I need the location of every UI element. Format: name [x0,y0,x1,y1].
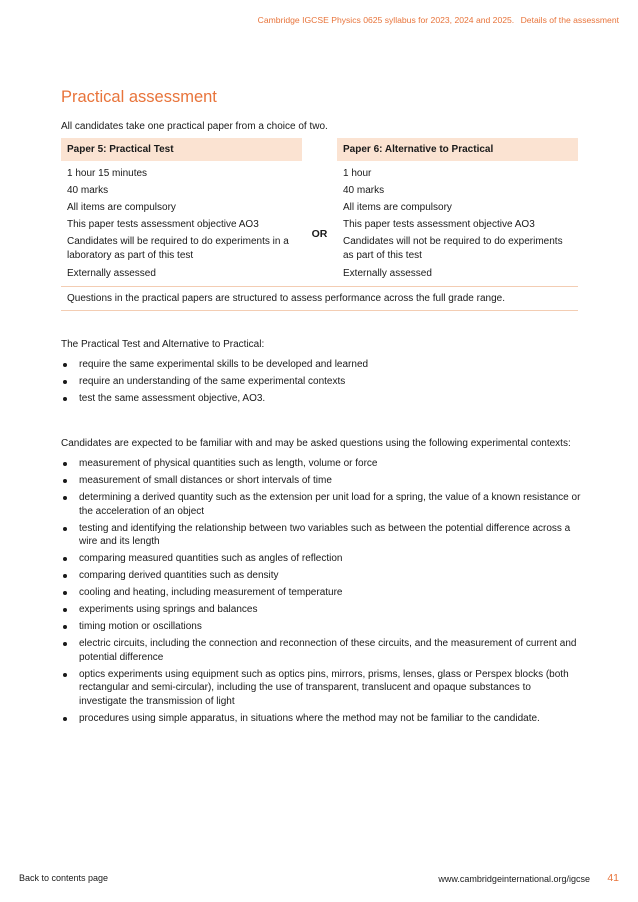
intro-text: All candidates take one practical paper from a choice of two. [61,121,328,132]
table-cell: All items are compulsory [343,202,452,213]
table-cell: Candidates will be required to do experiments in a laboratory as part of this test [67,236,289,261]
list-item: test the same assessment objective, AO3. [61,392,581,406]
back-to-contents-link[interactable]: Back to contents page [19,873,109,883]
table-header-row [61,138,578,161]
paper6-details [337,165,578,282]
list-item: cooling and heating, including measurement of temperature [61,586,581,600]
table-cell: 1 hour 15 minutes [67,168,148,179]
list-item: determining a derived quantity such as the extension per unit load for a spring, the value of a known resistance or the acceleration of an object [61,491,581,518]
paper5-details [61,165,302,282]
table-footer-note: Questions in the practical papers are structured to assess performance across the full grade range. [61,287,578,311]
running-header [258,15,619,25]
table-cell: Externally assessed [343,268,432,279]
header-syllabus: Cambridge IGCSE Physics 0625 syllabus for 2023, 2024 and 2025. [257,15,515,25]
list-item: electric circuits, including the connection and reconnection of these circuits, and the measurement of current and potential difference [61,637,581,664]
list-item: require the same experimental skills to be developed and learned [61,358,581,372]
table-cell: 1 hour [343,168,372,179]
or-divider [302,165,337,282]
list-item: testing and identifying the relationship between two variables such as between the potential difference across a wire and its length [61,522,581,549]
header-section: Details of the assessment [520,15,619,25]
table-cell: 40 marks [343,185,385,196]
table-cell: Externally assessed [67,268,156,279]
list-item: comparing measured quantities such as angles of reflection [61,552,581,566]
section2-lead: Candidates are expected to be familiar with and may be asked questions using the following experimental contexts: [61,438,571,449]
list-item: measurement of physical quantities such as length, volume or force [61,457,581,471]
list-item: require an understanding of the same experimental contexts [61,375,581,389]
papers-table [61,138,578,311]
section1-bullet-list [61,358,581,409]
list-item: procedures using simple apparatus, in situations where the method may not be familiar to the candidate. [61,712,581,726]
list-item: optics experiments using equipment such as optics pins, mirrors, prisms, lenses, glass or Perspex blocks (both rectangular and semi-circular), including the use of transparent, translucent and opaque substances to investigate the transmission of light [61,668,581,709]
list-item: experiments using springs and balances [61,603,581,617]
paper5-heading: Paper 5: Practical Test [61,138,302,161]
table-body [61,161,578,287]
page-number: 41 [607,872,619,884]
section1-lead: The Practical Test and Alternative to Practical: [61,339,265,350]
or-label: OR [311,227,328,240]
table-cell: All items are compulsory [67,202,176,213]
list-item: timing motion or oscillations [61,620,581,634]
page-title: Practical assessment [61,88,217,106]
website-link[interactable]: www.cambridgeinternational.org/igcse [438,874,590,884]
table-cell: 40 marks [67,185,109,196]
table-cell: This paper tests assessment objective AO3 [343,219,535,230]
paper6-heading: Paper 6: Alternative to Practical [337,138,578,161]
header-spacer [302,138,337,161]
list-item: measurement of small distances or short intervals of time [61,474,581,488]
table-cell: Candidates will not be required to do experiments as part of this test [343,236,563,261]
list-item: comparing derived quantities such as density [61,569,581,583]
table-cell: This paper tests assessment objective AO3 [67,219,259,230]
section2-bullet-list [61,457,581,729]
